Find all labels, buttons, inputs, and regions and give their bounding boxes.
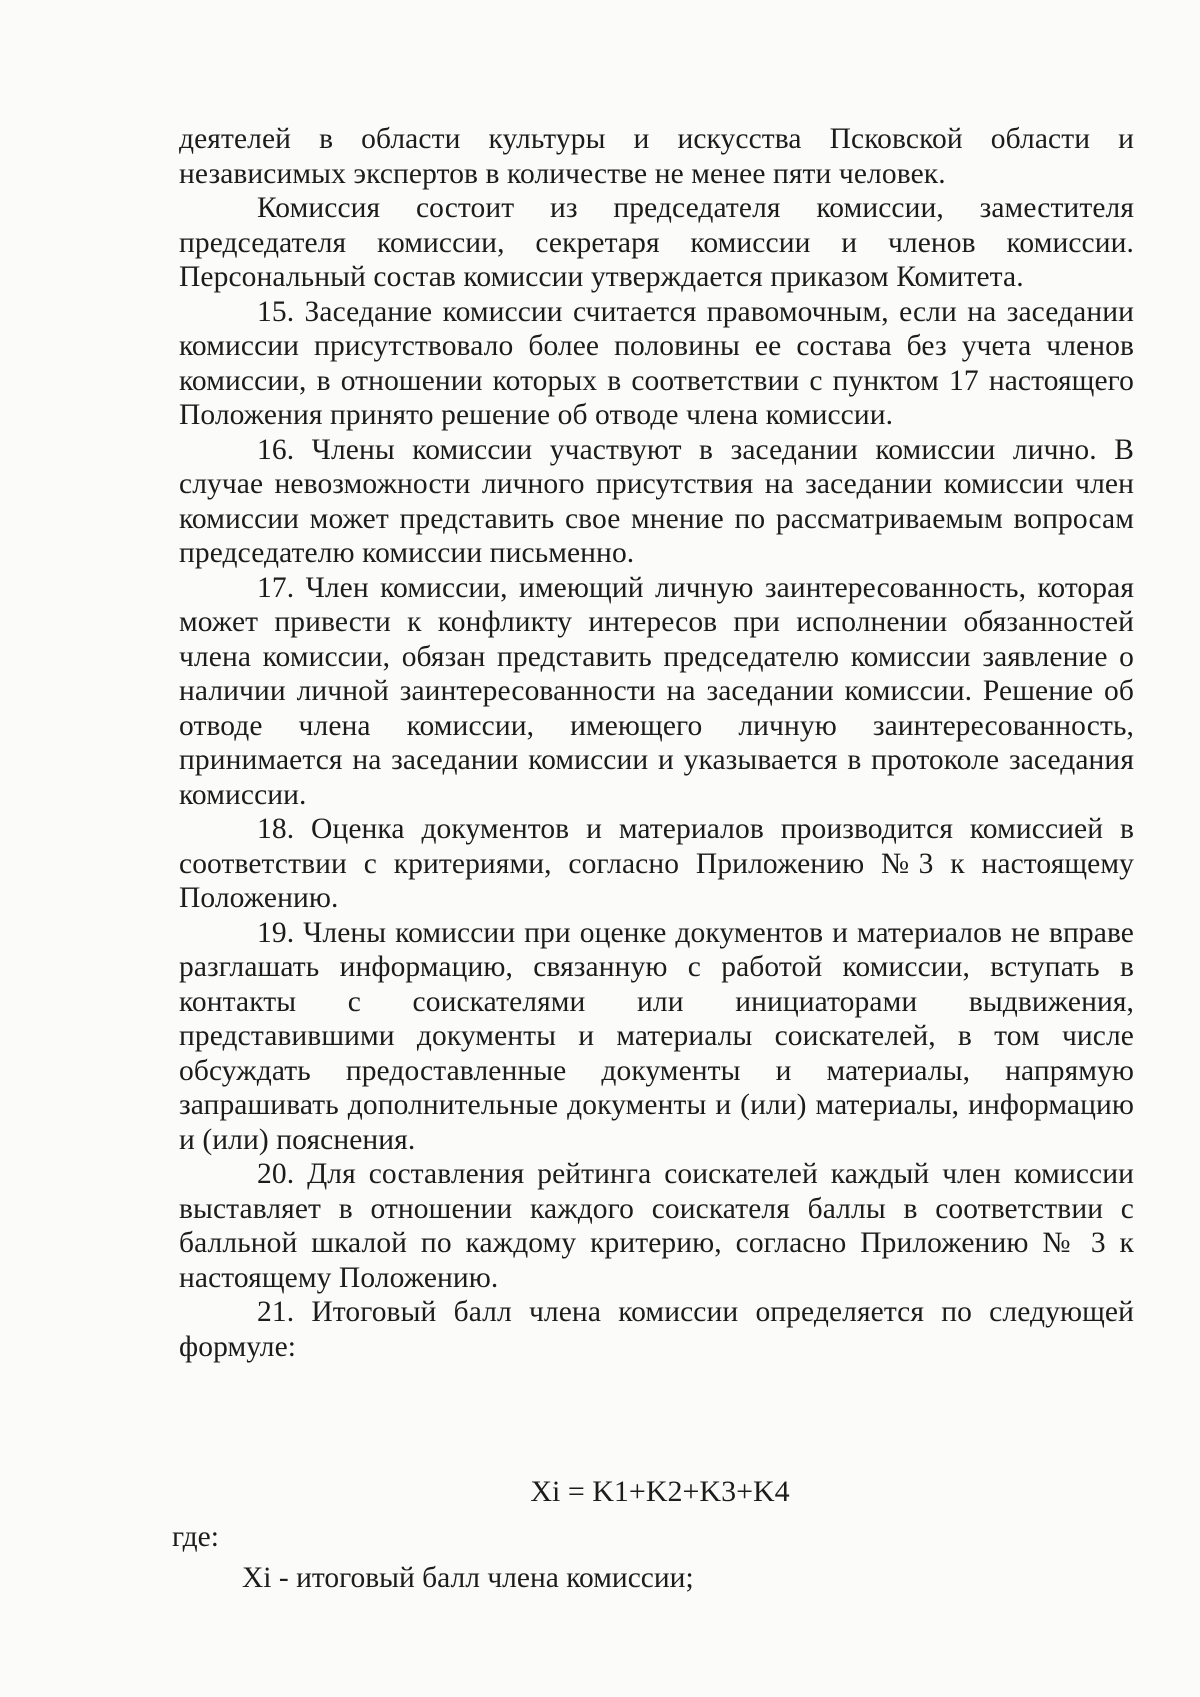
paragraph-16: 16. Члены комиссии участвуют в заседании комиссии лично. В случае невозможности личного присутствия на заседании комиссии член комиссии может представить свое мнение по рассматриваемым вопросам председателю комиссии письменно. bbox=[179, 433, 1134, 569]
paragraph-continued: деятелей в области культуры и искусства Псковской области и независимых экспертов в количестве не менее пяти человек. bbox=[179, 123, 1134, 190]
formula-text: Xi = K1+K2+K3+K4 bbox=[530, 1475, 790, 1508]
document-body bbox=[179, 122, 1134, 1364]
paragraph-19: 19. Члены комиссии при оценке документов и материалов не вправе разглашать информацию, связанную с работой комиссии, вступать в контакты с соискателями или инициаторами выдвижения, представившими документы и материалы соискателей, в том числе обсуждать предоставленные документы и материалы, напрямую запрашивать дополнительные документы и (или) материалы, информацию и (или) пояснения. bbox=[179, 916, 1134, 1156]
paragraph-commission-composition: Комиссия состоит из председателя комиссии, заместителя председателя комиссии, секретаря комиссии и членов комиссии. Персональный состав комиссии утверждается приказом Комитета. bbox=[179, 192, 1134, 293]
score-formula bbox=[0, 1475, 1200, 1509]
paragraph-15: 15. Заседание комиссии считается правомочным, если на заседании комиссии присутствовало более половины ее состава без учета членов комиссии, в отношении которых в соответствии с пунктом 17 настоящего Положения принято решение об отводе члена комиссии. bbox=[179, 295, 1134, 431]
formula-definition: Xi - итоговый балл члена комиссии; bbox=[242, 1562, 694, 1594]
where-label: где: bbox=[172, 1521, 219, 1553]
paragraph-17: 17. Член комиссии, имеющий личную заинтересованность, которая может привести к конфликту интересов при исполнении обязанностей члена комиссии, обязан представить председателю комиссии заявление о наличии личной заинтересованности на заседании комиссии. Решение об отводе члена комиссии, имеющего личную заинтересованность, принимается на заседании комиссии и указывается в протоколе заседания комиссии. bbox=[179, 571, 1134, 811]
paragraph-21: 21. Итоговый балл члена комиссии определяется по следующей формуле: bbox=[179, 1296, 1134, 1363]
paragraph-18: 18. Оценка документов и материалов производится комиссией в соответствии с критериями, согласно Приложению №3 к настоящему Положению. bbox=[179, 813, 1134, 914]
paragraph-20: 20. Для составления рейтинга соискателей каждый член комиссии выставляет в отношении каждого соискателя баллы в соответствии с балльной шкалой по каждому критерию, согласно Приложению № 3 к настоящему Положению. bbox=[179, 1158, 1134, 1294]
